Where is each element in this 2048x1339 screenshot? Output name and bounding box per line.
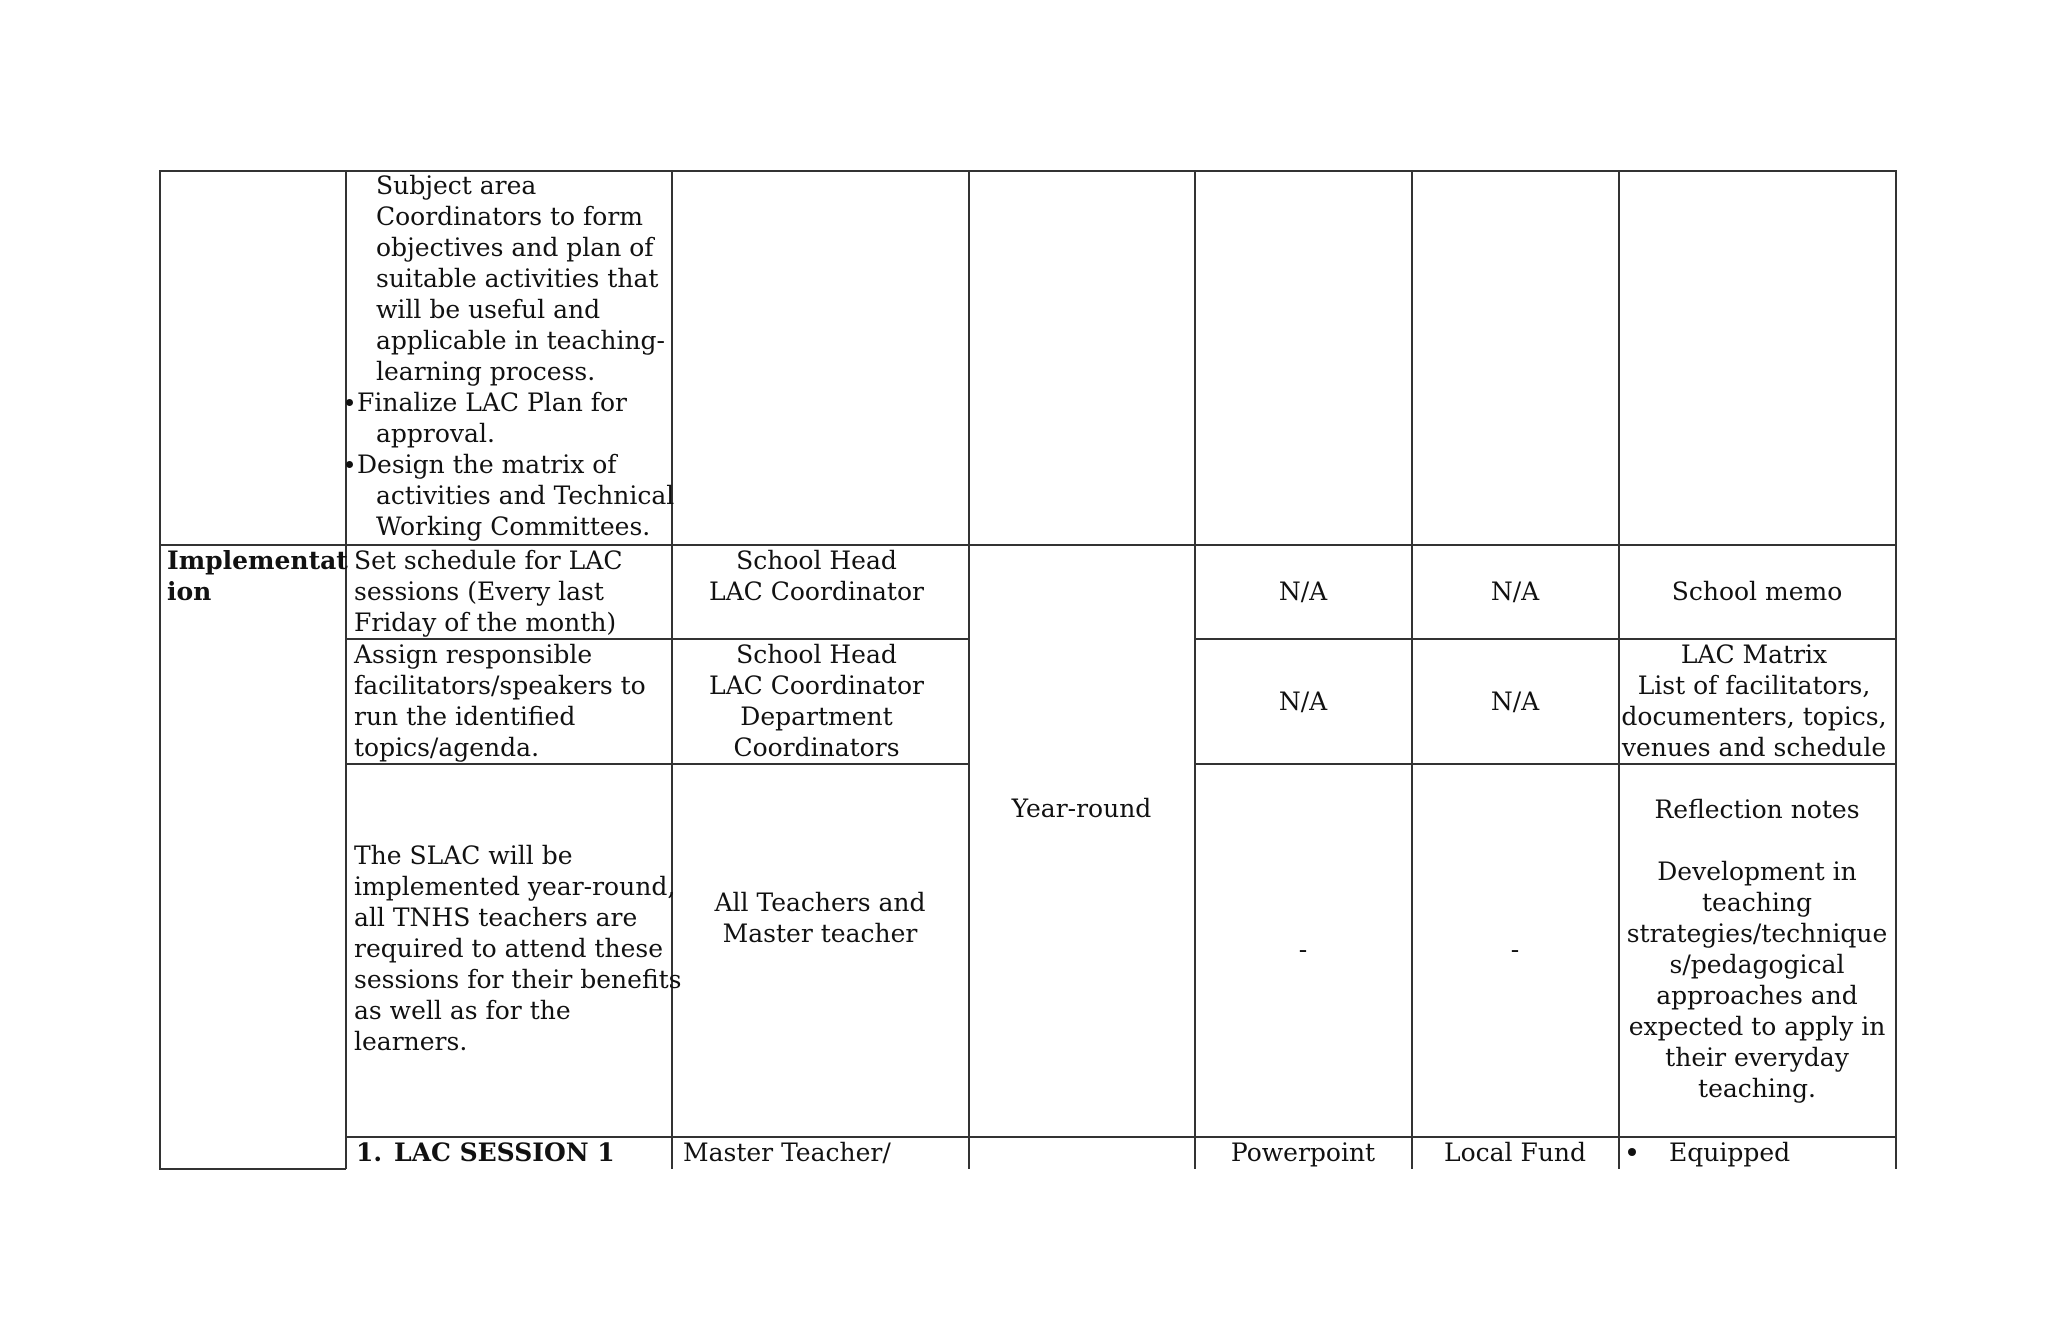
persons-line: All Teachers and — [714, 888, 926, 917]
output-line: Equipped — [1669, 1138, 1791, 1167]
budget-cell: Local Fund — [1443, 1138, 1587, 1167]
column-border-1 — [345, 170, 347, 1169]
bullet-icon — [346, 399, 353, 406]
activity-line: as well as for the — [354, 996, 571, 1025]
output-line: Reflection notes — [1654, 795, 1860, 824]
timeframe-cell: Year-round — [1011, 794, 1152, 823]
planning-line: Subject area — [376, 171, 537, 200]
phase-label: ion — [167, 577, 212, 606]
column-border-3 — [968, 170, 970, 1169]
output-line: expected to apply in — [1628, 1012, 1886, 1041]
output-line: Development in — [1657, 857, 1857, 886]
planning-bullet-line: approval. — [376, 419, 495, 448]
lac-session-title: LAC SESSION 1 — [394, 1138, 615, 1167]
output-line: LAC Matrix — [1680, 640, 1828, 669]
activity-line: Friday of the month) — [354, 608, 617, 637]
output-line: their everyday — [1665, 1043, 1849, 1072]
planning-bullet-line: Working Committees. — [376, 512, 651, 541]
output-line: documenters, topics, — [1621, 702, 1887, 731]
phase-label: Implementat — [167, 546, 348, 575]
persons-line: School Head — [736, 640, 897, 669]
planning-line: suitable activities that — [376, 264, 659, 293]
resources-cell: Powerpoint — [1230, 1138, 1376, 1167]
activity-line: sessions for their benefits — [354, 965, 682, 994]
activity-line: sessions (Every last — [354, 577, 604, 606]
activity-line: run the identified — [354, 702, 576, 731]
activity-line: required to attend these — [354, 934, 663, 963]
column-border-0 — [159, 170, 161, 1169]
output-line: s/pedagogical — [1669, 950, 1845, 979]
output-line: List of facilitators, — [1637, 671, 1871, 700]
lac-session-number: 1. — [356, 1138, 383, 1167]
persons-line: Master teacher — [722, 919, 918, 948]
output-line: venues and schedule — [1621, 733, 1887, 762]
phase-cell-bottom — [159, 1168, 346, 1170]
activity-line: Set schedule for LAC — [354, 546, 623, 575]
persons-line: LAC Coordinator — [709, 671, 924, 700]
column-border-7 — [1895, 170, 1897, 1169]
output-line: teaching. — [1698, 1074, 1816, 1103]
budget-cell: - — [1510, 935, 1520, 964]
persons-line: LAC Coordinator — [709, 577, 924, 606]
planning-line: will be useful and — [376, 295, 601, 324]
planning-bullet-line: Design the matrix of — [357, 450, 617, 479]
activity-line: all TNHS teachers are — [354, 903, 638, 932]
bullet-icon — [1628, 1148, 1636, 1156]
persons-line: Master Teacher/ — [683, 1138, 891, 1167]
resources-cell: N/A — [1278, 687, 1328, 716]
column-border-5 — [1411, 170, 1413, 1169]
planning-line: Coordinators to form — [376, 202, 644, 231]
output-line: School memo — [1671, 577, 1843, 606]
resources-cell: N/A — [1278, 577, 1328, 606]
persons-line: Department — [740, 702, 893, 731]
bullet-icon — [346, 461, 353, 468]
planning-bullet-line: activities and Technical — [376, 481, 675, 510]
row-divider-2a — [346, 763, 968, 765]
activity-line: The SLAC will be — [354, 841, 573, 870]
activity-line: learners. — [354, 1027, 468, 1056]
resources-cell: - — [1298, 935, 1308, 964]
planning-line: applicable in teaching- — [376, 326, 665, 355]
persons-line: School Head — [736, 546, 897, 575]
planning-line: objectives and plan of — [376, 233, 654, 262]
activity-line: implemented year-round, — [354, 872, 676, 901]
output-line: strategies/technique — [1626, 919, 1888, 948]
activity-line: Assign responsible — [354, 640, 593, 669]
budget-cell: N/A — [1490, 577, 1540, 606]
persons-line: Coordinators — [733, 733, 900, 762]
output-line: approaches and — [1656, 981, 1858, 1010]
activity-line: topics/agenda. — [354, 733, 540, 762]
row-divider-2b — [1194, 763, 1896, 765]
activity-line: facilitators/speakers to — [354, 671, 646, 700]
planning-line: learning process. — [376, 357, 596, 386]
budget-cell: N/A — [1490, 687, 1540, 716]
output-line: teaching — [1702, 888, 1812, 917]
column-border-4 — [1194, 170, 1196, 1169]
planning-bullet-line: Finalize LAC Plan for — [357, 388, 628, 417]
